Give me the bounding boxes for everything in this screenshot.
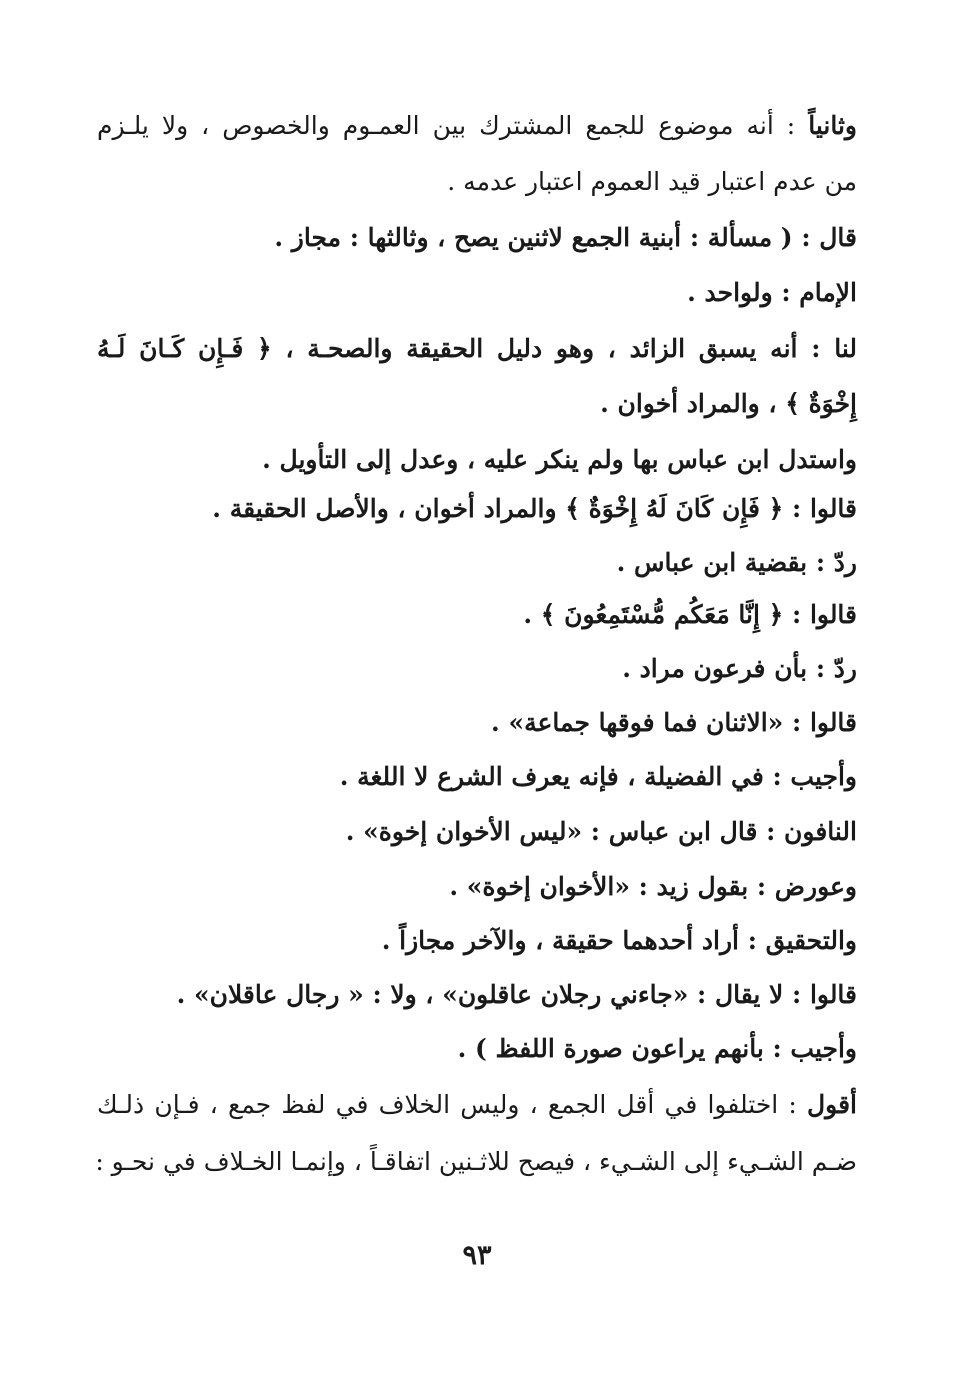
page-number: ٩٣	[462, 1240, 492, 1271]
line-text: : ﴿ إِنَّا مَعَكُم مُّسْتَمِعُونَ ﴾ .	[523, 600, 810, 629]
line-label: ردّ	[833, 548, 857, 577]
line-label: ردّ	[833, 654, 857, 683]
text-line-13	[340, 760, 857, 794]
line-text: : أراد أحدهما حقيقة ، والآخر مجازاً .	[381, 926, 766, 955]
line-text: : لا يقال : «جاءني رجلان عاقلون» ، ولا : « رجال عاقلان» .	[176, 980, 810, 1009]
line-label: قالوا	[809, 494, 857, 523]
line-text: : أنه يسبق الزائد ، وهو دليل الحقيقة والصحـة ، ﴿ فَـإِن كَـانَ لَـهُ	[97, 334, 835, 363]
line-label: النافون	[784, 817, 857, 846]
line-text: ضـم الشـيء إلى الشـيء ، فيصح للاثـنين اتفاقـاً ، وإنمـا الخـلاف في نحـو :	[95, 1147, 857, 1176]
text-line-10	[523, 598, 857, 632]
text-line-3	[274, 221, 857, 255]
line-label: وأجيب	[790, 1034, 857, 1063]
text-line-15	[449, 870, 857, 904]
line-label: وأجيب	[790, 762, 857, 791]
line-text: : «الاثنان فما فوقها جماعة» .	[491, 708, 810, 737]
text-line-11	[622, 652, 857, 686]
text-line-5	[97, 332, 857, 366]
text-line-16	[382, 924, 857, 958]
line-text: : ( مسألة : أبنية الجمع لاثنين يصح ، وثالثها : مجاز .	[274, 223, 820, 252]
line-text: من عدم اعتبار قيد العموم اعتبار عدمه .	[447, 167, 857, 196]
line-label: والتحقيق	[765, 926, 857, 955]
text-line-19	[97, 1088, 857, 1122]
line-label: الإمام	[799, 278, 857, 307]
line-text: : في الفضيلة ، فإنه يعرف الشرع لا اللغة .	[339, 762, 791, 791]
line-label: أقول	[807, 1090, 857, 1119]
text-line-8	[212, 492, 857, 526]
line-text: : بأنهم يراعون صورة اللفظ ) .	[457, 1034, 791, 1063]
text-line-14	[346, 815, 857, 849]
line-label: وعورض	[774, 872, 857, 901]
line-label: لنا	[834, 334, 857, 363]
line-label: قالوا	[809, 980, 857, 1009]
line-text: إِخْوَةٌ ﴾ ، والمراد أخوان .	[600, 389, 857, 418]
text-line-2	[447, 165, 857, 199]
line-text: : قال ابن عباس : «ليس الأخوان إخوة» .	[345, 817, 785, 846]
text-line-17	[177, 978, 857, 1012]
line-label: قال	[819, 223, 857, 252]
line-text: : اختلفوا في أقل الجمع ، وليس الخلاف في لفظ جمع ، فـإن ذلـك	[97, 1090, 808, 1119]
line-text: : ﴿ فَإِن كَانَ لَهُ إِخْوَةٌ ﴾ والمراد أخوان ، والأصل الحقيقة .	[212, 494, 810, 523]
text-line-18	[458, 1032, 857, 1066]
line-text: واستدل ابن عباس بها ولم ينكر عليه ، وعدل إلى التأويل .	[262, 445, 857, 474]
line-label: وثانياً	[808, 111, 857, 140]
text-line-6	[600, 387, 857, 421]
text-line-4	[687, 276, 857, 310]
text-line-12	[491, 706, 857, 740]
line-text: : بقضية ابن عباس .	[616, 548, 834, 577]
line-text: : أنه موضوع للجمع المشترك بين العمـوم والخصوص ، ولا يلـزم	[97, 111, 809, 140]
line-label: قالوا	[809, 708, 857, 737]
line-text: : ولواحد .	[687, 278, 800, 307]
text-line-9	[617, 546, 857, 580]
line-label: قالوا	[809, 600, 857, 629]
text-line-1	[97, 109, 857, 143]
text-line-7	[262, 443, 857, 477]
text-line-20	[97, 1145, 857, 1179]
line-text: : بقول زيد : «الأخوان إخوة» .	[449, 872, 775, 901]
line-text: : بأن فرعون مراد .	[622, 654, 834, 683]
